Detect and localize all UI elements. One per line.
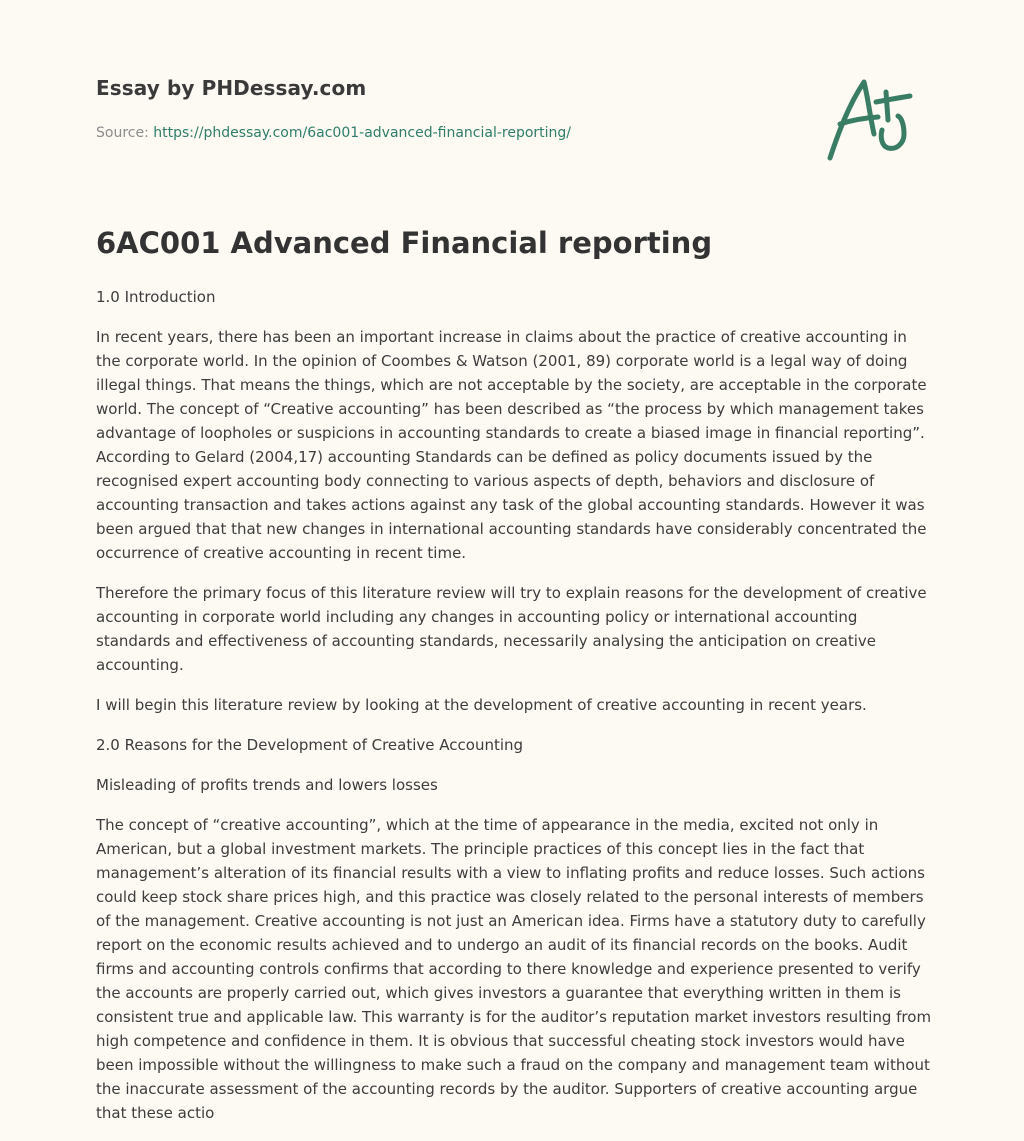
essay-title: 6AC001 Advanced Financial reporting bbox=[96, 226, 713, 260]
a-plus-grade-icon bbox=[824, 68, 928, 164]
section-heading-introduction: 1.0 Introduction bbox=[96, 288, 216, 306]
subheading: Misleading of profits trends and lowers losses bbox=[96, 776, 438, 794]
paragraph: In recent years, there has been an important increase in claims about the practice of creative accounting in the corporate world. In the opinion of Coombes & Watson (2001, 89) corporate world is a legal way of doing illegal things. That means the things, which are not acceptable by the society, are acceptable in the corporate world. The concept of “Creative accounting” has been described as “the process by which management takes advantage of loopholes or suspicions in accounting standards to create a biased image in financial reporting”. According to Gelard (2004,17) accounting Standards can be defined as policy documents issued by the recognised expert accounting body connecting to various aspects of depth, behaviors and disclosure of accounting transaction and takes actions against any task of the global accounting standards. However it was been argued that that new changes in international accounting standards have considerably concentrated the occurrence of creative accounting in recent time. bbox=[96, 328, 927, 562]
source-line bbox=[96, 125, 571, 141]
paragraph: Therefore the primary focus of this literature review will try to explain reasons for the development of creative accounting in corporate world including any changes in accounting policy or international accounting standards and effectiveness of accounting standards, necessarily analysing the anticipation on creative accounting. bbox=[96, 584, 927, 674]
paragraph: The concept of “creative accounting”, which at the time of appearance in the media, excited not only in American, but a global investment markets. The principle practices of this concept lies in the fact that management’s alteration of its financial results with a view to inflating profits and reduce losses. Such actions could keep stock share prices high, and this practice was closely related to the personal interests of members of the management. Creative accounting is not just an American idea. Firms have a statutory duty to carefully report on the economic results achieved and to undergo an audit of its financial records on the books. Audit firms and accounting controls confirms that according to there knowledge and experience presented to verify the accounts are properly carried out, which gives investors a guarantee that everything written in them is consistent true and applicable law. This warranty is for the auditor’s reputation market investors resulting from high competence and confidence in them. It is obvious that successful cheating stock investors would have been impossible without the willingness to make such a fraud on the company and management team without the inaccurate assessment of the accounting records by the auditor. Supporters of creative accounting argue that these actio bbox=[96, 816, 932, 1122]
essay-body bbox=[96, 285, 934, 1141]
source-label: Source: bbox=[96, 125, 154, 141]
site-brand: Essay by PHDessay.com bbox=[96, 76, 367, 100]
paragraph: I will begin this literature review by looking at the development of creative accounting in recent years. bbox=[96, 696, 867, 714]
section-heading-reasons: 2.0 Reasons for the Development of Creative Accounting bbox=[96, 736, 524, 754]
source-link[interactable]: https://phdessay.com/6ac001-advanced-financial-reporting/ bbox=[153, 125, 572, 141]
